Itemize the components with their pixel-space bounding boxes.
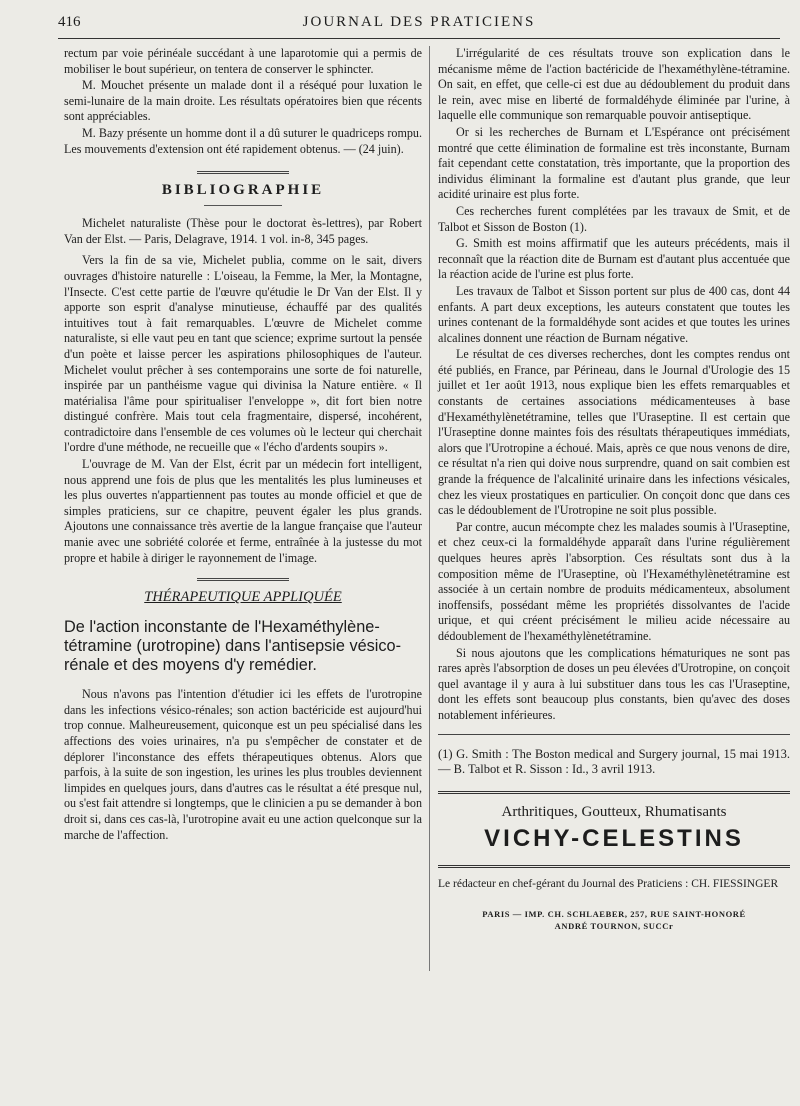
article-paragraph: Nous n'avons pas l'intention d'étudier ici les effets de l'urotropine dans les infections vésico-rénales; son action bactéricide est aujourd'hui trop connue. Malheureusement, quiconque est un peu spécialisé dans les affections des voies urinaires, n'a pu s'empêcher de constater et de déplorer l'inconstance des effets thérapeutiques obtenus. Alors que parfois, à la suite de son ingestion, les urines les plus troubles deviennent limpides en quelques jours, dans d'autres cas le résultat a été presque nul, ou s'est fait attendre si longtemps, que le clinicien a pu se demander à bon droit si, dans ces cas-là, l'urotropine avait eu une action quelconque sur la marche de l'affection. <box>64 687 422 842</box>
left-column <box>64 46 422 844</box>
ad-brand: VICHY-CELESTINS <box>484 824 744 852</box>
bibliography-heading: BIBLIOGRAPHIE <box>161 182 325 199</box>
bibliography-entry: Michelet naturaliste (Thèse pour le doctorat ès-lettres), par Robert Van der Elst. — Paris, Delagrave, 1914. 1 vol. in-8, 345 pages. <box>64 216 422 246</box>
section-divider <box>197 578 289 581</box>
ad-tagline: Arthritiques, Goutteux, Rhumatisants <box>501 803 727 820</box>
article-paragraph: Par contre, aucun mécompte chez les malades soumis à l'Uraseptine, et chez ceux-ci la formaldéhyde apparaît dans l'urine régulièrement quelques heures après l'absorption. Ces résultats sont dus à la composition même de l'Uraseptine, où l'Hexaméthylènetétramine est associée à un certain nombre de produits médicamenteux, absolument inoffensifs, possédant même les propriétés dissolvantes de l'acide urique, et qui créent précisément le milieu acide nécessaire au dédoublement de l'hexaméthylènetétramine. <box>438 519 790 643</box>
printer-imprint <box>438 908 790 932</box>
article-paragraph: Or si les recherches de Burnam et L'Espérance ont précisément montré que cette élimination de formaline est très inconstante, Burnam fait cependant cette constatation, très importante, que la proportion des individus éliminant la formaline est d'autant plus grande, que leur acidité urinaire est plus forte. <box>438 124 790 202</box>
heading-underline <box>204 205 282 206</box>
therapeutics-heading: THÉRAPEUTIQUE APPLIQUÉE <box>144 589 342 606</box>
advertisement <box>438 791 790 853</box>
article-paragraph: Les travaux de Talbot et Sisson portent sur plus de 400 cas, dont 44 enfants. A part deux exceptions, les auteurs constatent que toutes les urines contenant de la formaldéhyde sont acides et que toutes les urines alcalines donnent une réaction de Burnam négative. <box>438 283 790 345</box>
article-paragraph: Si nous ajoutons que les complications hématuriques ne sont pas rares après l'absorption de doses un peu élevées d'Urotropine, on conçoit quel avantage il y aura à lui substituer dans tous les cas l'Uraseptine, dont les effets sont beaucoup plus constants, bien qu'avec des doses notablement inférieures. <box>438 645 790 722</box>
footnote: (1) G. Smith : The Boston medical and Surgery journal, 15 mai 1913. — B. Talbot et R. Sisson : Id., 3 avril 1913. <box>438 746 790 776</box>
intro-paragraph: rectum par voie périnéale succédant à une laparotomie qui a permis de mobiliser le bout supérieur, on tentera de conserver le sphincter. <box>64 46 422 76</box>
footnote-rule <box>438 734 790 735</box>
header-rule <box>58 38 780 39</box>
page-number: 416 <box>58 14 81 30</box>
journal-title: JOURNAL DES PRATICIENS <box>302 14 536 30</box>
intro-paragraph: M. Mouchet présente un malade dont il a réséqué pour luxation le semi-lunaire de la main droite. Les résultats opératoires bien que récents sont appréciables. <box>64 78 422 124</box>
editor-credit: Le rédacteur en chef-gérant du Journal des Praticiens : CH. FIESSINGER <box>438 877 779 890</box>
ad-rule <box>438 865 790 868</box>
article-paragraph: L'irrégularité de ces résultats trouve son explication dans le mécanisme même de l'action bactéricide de l'hexaméthylène-tétramine. On sait, en effet, que celle-ci est due au dédoublement du produit dans le rein, avec mise en liberté de formaldéhyde éliminée par l'urine, à laquelle elle communique son remarquable pouvoir antiseptique. <box>438 46 790 123</box>
column-divider <box>429 46 430 971</box>
printer-line: ANDRÉ TOURNON, SUCCr <box>554 920 674 931</box>
intro-paragraph: M. Bazy présente un homme dont il a dû suturer le quadriceps rompu. Les mouvements d'extension ont été rapidement obtenus. — (24 juin). <box>64 125 422 156</box>
section-divider <box>197 171 289 174</box>
article-title: De l'action inconstante de l'Hexaméthylène-tétramine (urotropine) dans l'antisepsie vésico-rénale et des moyens d'y remédier. <box>64 618 402 675</box>
printer-line: PARIS — IMP. CH. SCHLAEBER, 257, RUE SAINT-HONORÉ <box>482 908 746 919</box>
page-header <box>58 14 780 36</box>
bibliography-paragraph: Vers la fin de sa vie, Michelet publia, comme on le sait, divers ouvrages d'histoire naturelle : L'oiseau, la Femme, la Mer, la Montagne, l'Insecte. C'est cette partie de l'œuvre qu'étudie le Dr Van der Elst. Il y apporte son esprit d'analyse minutieuse, échauffé par des qualités intuitives tout à fait remarquables. L'œuvre de Michelet comme naturaliste, si elle vaut peu en tant que science; exprime surtout la pensée d'un poète et laisse percer les aspirations philosophiques de l'auteur. Michelet voulut prêcher à ses contemporains une sorte de foi naturelle, inspirée par un panthéisme vague qui divinisa la Nature entière. « Il matérialisa l'âme pour spiritualiser l'enveloppe », dit fort bien notre distingué confrère. Mais tout cela fragmentaire, dispersé, incohérent, contradictoire dans l'ensemble de ces volumes où le lecteur qui cherchait l'ordre d'une méthode, ne recueille que « l'écho d'ardents soupirs ». <box>64 253 422 455</box>
bibliography-paragraph: L'ouvrage de M. Van der Elst, écrit par un médecin fort intelligent, nous apprend une fois de plus que les mentalités les plus lumineuses et les plus ouvertes n'appartiennent pas toutes au monde officiel et que de simples praticiens, sur ce chapitre, peuvent égaler les plus grands. Ajoutons une connaissance très avertie de la langue française que l'auteur manie avec une sobriété colorée et ferme, entraînée à la justesse du mot propre et habile à diriger le rayonnement de l'image. <box>64 457 422 565</box>
article-paragraph: G. Smith est moins affirmatif que les auteurs précédents, mais il reconnaît que la réaction dite de Burnam est d'autant plus accentuée que la réaction acide de l'urine est plus forte. <box>438 236 790 282</box>
article-paragraph: Le résultat de ces diverses recherches, dont les comptes rendus ont été publiés, en France, par Périneau, dans le Journal d'Urologie des 15 juillet et 1er août 1913, nous explique bien les effets remarquables et constants de certaines associations médicamenteuses à base d'Hexaméthylènetétramine, telles que l'Uraseptine. Il est certain que l'Uraseptine donne maintes fois des résultats thérapeutiques immédiats, alors que l'Urotropine a échoué. Mais, après ce que nous venons de dire, ce résultat n'a rien qui doive nous surprendre, quand on sait combien est grande la fréquence de l'alcalinité urinaire dans les infections vésicales, chez les vieux prostatiques en particulier. On conçoit donc que dans ces cas le dédoublement de l'Urotropine ne soit plus possible. <box>438 347 790 518</box>
right-column <box>438 46 790 932</box>
article-paragraph: Ces recherches furent complétées par les travaux de Smit, et de Talbot et Sisson de Boston (1). <box>438 203 790 234</box>
